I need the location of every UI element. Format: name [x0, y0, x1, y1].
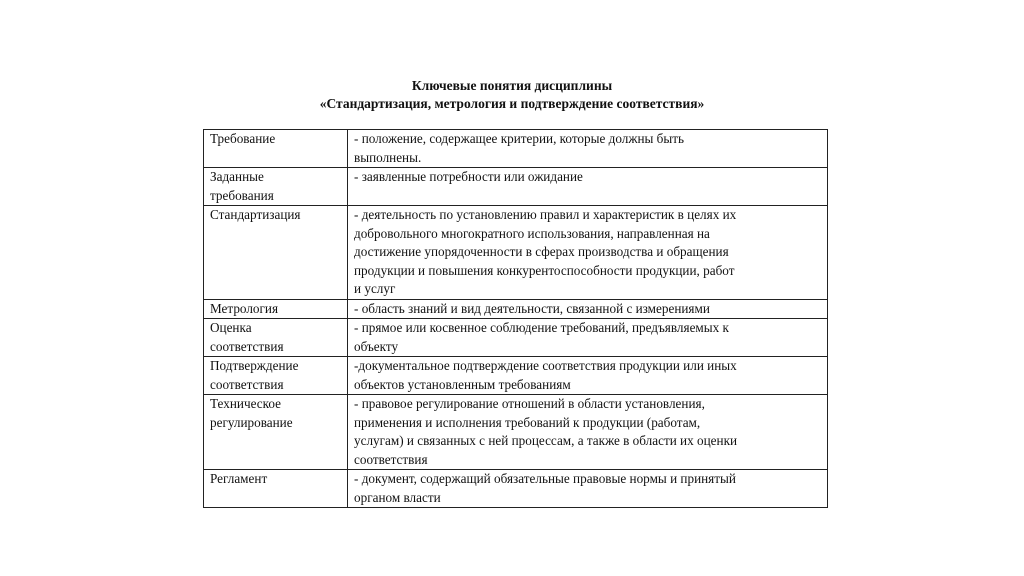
term-text-line: Метрология — [210, 300, 279, 316]
term-text-line: Подтверждение — [210, 358, 299, 373]
term-text-line: Техническое — [210, 396, 281, 411]
term-text-line: Оценка — [210, 320, 252, 335]
definition-text-line: применения и исполнения требований к продукции (работам, — [354, 414, 701, 430]
table-row — [204, 130, 828, 168]
term-cell — [204, 470, 348, 508]
definition-text-line: достижение упорядоченности в сферах производства и обращения — [354, 244, 729, 259]
definition-text-line: объекту — [354, 338, 399, 354]
definition-text-line: добровольного многократного использования, направленная на — [354, 225, 710, 241]
term-text-line: Заданные — [210, 169, 264, 184]
term-text-line: Регламент — [210, 471, 268, 486]
definition-cell — [348, 319, 828, 357]
table-row — [204, 206, 828, 300]
definition-text-line: соответствия — [354, 451, 428, 467]
term-cell — [204, 299, 348, 319]
definition-text-line: продукции и повышения конкурентоспособности продукции, работ — [354, 262, 735, 278]
definition-text-line: - правовое регулирование отношений в области установления, — [354, 396, 705, 411]
term-cell — [204, 395, 348, 470]
definition-text-line: - область знаний и вид деятельности, связанной с измерениями — [354, 300, 710, 316]
definition-cell — [348, 130, 828, 168]
term-cell — [204, 206, 348, 300]
definition-text-line: объектов установленным требованиям — [354, 376, 571, 392]
term-text-line: Стандартизация — [210, 207, 301, 222]
terms-table-body — [204, 130, 828, 508]
table-row — [204, 470, 828, 508]
term-text-line: соответствия — [210, 376, 284, 392]
terms-table — [203, 129, 828, 508]
term-text-line: соответствия — [210, 338, 284, 354]
table-row — [204, 357, 828, 395]
definition-cell — [348, 299, 828, 319]
definition-cell — [348, 168, 828, 206]
table-row — [204, 319, 828, 357]
definition-cell — [348, 357, 828, 395]
definition-text-line: - положение, содержащее критерии, которые должны быть — [354, 131, 685, 146]
document-subtitle: «Стандартизация, метрология и подтверждение соответствия» — [319, 96, 705, 111]
term-text-line: Требование — [210, 131, 276, 146]
definition-text-line: органом власти — [354, 489, 441, 505]
term-cell — [204, 168, 348, 206]
term-cell — [204, 130, 348, 168]
definition-text-line: - документ, содержащий обязательные правовые нормы и принятый — [354, 471, 736, 486]
term-text-line: регулирование — [210, 414, 293, 430]
definition-text-line: и услуг — [354, 281, 396, 296]
definition-text-line: выполнены. — [354, 149, 422, 165]
definition-text-line: - деятельность по установлению правил и характеристик в целях их — [354, 207, 737, 222]
definition-text-line: - заявленные потребности или ожидание — [354, 169, 583, 184]
definition-text-line: - прямое или косвенное соблюдение требований, предъявляемых к — [354, 320, 729, 335]
definition-text-line: услугам) и связанных с ней процессам, а также в области их оценки — [354, 433, 738, 448]
term-cell — [204, 357, 348, 395]
table-row — [204, 168, 828, 206]
definition-text-line: -документальное подтверждение соответствия продукции или иных — [354, 358, 737, 373]
term-cell — [204, 319, 348, 357]
term-text-line: требования — [210, 187, 274, 203]
table-row — [204, 299, 828, 319]
definition-cell — [348, 470, 828, 508]
document-title: Ключевые понятия дисциплины — [411, 78, 613, 93]
definition-cell — [348, 395, 828, 470]
table-row — [204, 395, 828, 470]
definition-cell — [348, 206, 828, 300]
